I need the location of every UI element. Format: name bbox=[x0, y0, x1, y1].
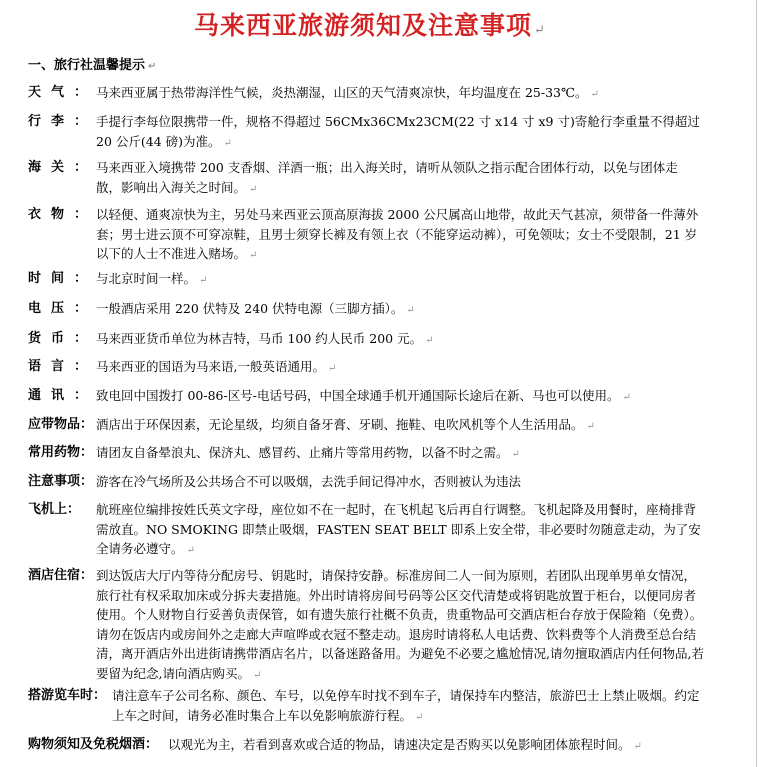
item-label: 货币： bbox=[28, 331, 87, 346]
item-text: 手提行李每位限携带一件，规格不得超过 56CMx36CMx23CM(22 寸 x14 寸 x9 寸)寄舱行李重量不得超过 20 公斤(44 磅)为准。 ↵ bbox=[96, 114, 700, 149]
item-text: 与北京时间一样。 ↵ bbox=[96, 271, 208, 286]
document-title: 马来西亚旅游须知及注意事项 ↵ bbox=[194, 11, 546, 40]
page-margin-line bbox=[756, 0, 757, 767]
item-label: 应带物品： bbox=[28, 417, 94, 432]
paragraph-mark-icon: ↵ bbox=[534, 23, 546, 38]
item-label: 搭游览车时： bbox=[28, 688, 107, 703]
item-text: 酒店出于环保因素，无论星级，均须自备牙膏、牙刷、拖鞋、电吹风机等个人生活用品。 ↵ bbox=[96, 417, 595, 432]
item-text: 以观光为主，若看到喜欢或合适的物品，请速决定是否购买以免影响团体旅程时间。 ↵ bbox=[168, 737, 642, 752]
item-label: 行李： bbox=[28, 114, 87, 129]
item-label: 语言： bbox=[28, 359, 87, 374]
item-text: 马来西亚货币单位为林吉特，马币 100 约人民币 200 元。 ↵ bbox=[96, 331, 434, 346]
item-label: 衣物： bbox=[28, 207, 87, 222]
item-label: 时间： bbox=[28, 271, 87, 286]
item-text: 马来西亚入境携带 200 支香烟、洋酒一瓶；出入海关时，请听从领队之指示配合团体行动，以免与团体走散，影响出入海关之时间。 ↵ bbox=[96, 160, 678, 195]
item-text: 请团友自备晕浪丸、保济丸、感冒药、止痛片等常用药物，以备不时之需。 ↵ bbox=[96, 445, 520, 460]
item-text: 游客在冷气场所及公共场合不可以吸烟，去洗手间记得冲水，否则被认为违法 bbox=[96, 474, 522, 489]
item-label: 购物须知及免税烟酒： bbox=[28, 737, 159, 752]
item-text: 航班座位编排按姓氏英文字母，座位如不在一起时，在飞机起飞后再自行调整。飞机起降及用餐时，座椅排背需放直。NO SMOKING 即禁止吸烟，FASTEN SEAT BELT 即系上安全带，非必要时勿随意走动，为了安全请务必遵守。 ↵ bbox=[96, 502, 701, 557]
item-label: 注意事项： bbox=[28, 474, 94, 489]
item-label: 飞机上： bbox=[28, 502, 81, 517]
item-label: 海关： bbox=[28, 160, 87, 175]
item-label: 酒店住宿： bbox=[28, 568, 94, 583]
paragraph-mark-icon: ↵ bbox=[148, 61, 157, 72]
item-text: 请注意车子公司名称、颜色、车号，以免停车时找不到车子，请保持车内整洁，旅游巴士上禁止吸烟。约定上车之时间，请务必准时集合上车以免影响旅游行程。 ↵ bbox=[112, 688, 700, 723]
item-text: 致电回中国拨打 00-86-区号-电话号码，中国全球通手机开通国际长途后在新、马也可以使用。 ↵ bbox=[96, 388, 631, 403]
item-text: 以轻便、通爽凉快为主，另处马来西亚云顶高原海拔 2000 公尺属高山地带，故此天气甚凉，须带备一件薄外套；男士进云顶不可穿凉鞋，且男士须穿长裤及有领上衣（不能穿运动裤），可免领呔；女士不受限制，21 岁以下的人士不准进入赌场。 ↵ bbox=[96, 207, 699, 262]
item-label: 通讯： bbox=[28, 388, 87, 403]
item-label: 电压： bbox=[28, 301, 87, 316]
item-text: 马来西亚属于热带海洋性气候，炎热潮湿，山区的天气清爽凉快，年均温度在 25-33℃。 ↵ bbox=[96, 85, 599, 100]
item-text: 一般酒店采用 220 伏特及 240 伏特电源（三脚方插）。 ↵ bbox=[96, 301, 415, 316]
item-text: 到达饭店大厅内等待分配房号、钥匙时，请保持安静。标准房间二人一间为原则，若团队出现单男单女情况，旅行社有权采取加床或分拆夫妻措施。外出时请将房间号码等公区交代清楚或将钥匙放置于柜台，以便同房者使用。个人财物自行妥善负责保管，如有遗失旅行社概不负责，贵重物品可交酒店柜台存放于保险箱（免费）。请勿在饭店内或房间外之走廊大声喧哗或衣冠不整走动。退房时请将私人电话费、饮料费等个人消费至总台结清，离开酒店外出进街请携带酒店名片，以备迷路备用。为避免不必要之尴尬情况,请勿擅取酒店内任何物品,若要留为纪念,请向酒店购买。 ↵ bbox=[96, 568, 704, 681]
item-label: 常用药物： bbox=[28, 445, 94, 460]
item-label: 天气： bbox=[28, 85, 87, 100]
section-heading: 一、旅行社温馨提示 ↵ bbox=[28, 58, 157, 73]
item-text: 马来西亚的国语为马来语,一般英语通用。 ↵ bbox=[96, 359, 337, 374]
